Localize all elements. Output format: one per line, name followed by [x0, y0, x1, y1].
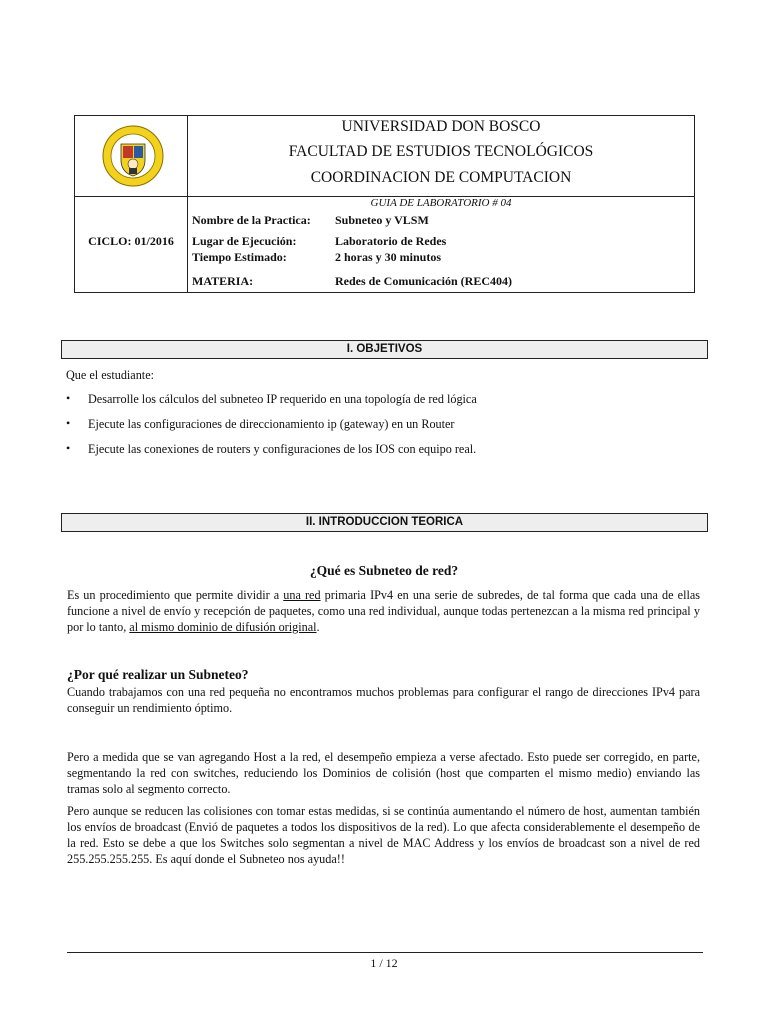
bullet-icon: •: [66, 416, 71, 430]
paragraph-growth: Pero a medida que se van agregando Host a la red, el desempeño empieza a verse afectado. Esto puede ser corregido, en parte, segmentando la red con switches, reduciendo los Dominios de colisión (host que comparten el mismo medio) enviando las tramas solo al segmento correcto.: [67, 750, 700, 796]
cycle-label: CICLO: 01/2016: [88, 234, 174, 248]
bullet-icon: •: [66, 441, 71, 455]
question-why-subnetting: ¿Por qué realizar un Subneteo?: [67, 667, 249, 682]
section-intro-header: II. INTRODUCCION TEORICA: [61, 513, 708, 532]
objective-item: Ejecute las conexiones de routers y configuraciones de los IOS con equipo real.: [88, 442, 477, 456]
time-value: 2 horas y 30 minutos: [335, 250, 442, 264]
objective-item: Ejecute las configuraciones de direccionamiento ip (gateway) en un Router: [88, 417, 455, 431]
practice-label: Nombre de la Practica:: [192, 213, 311, 227]
objective-item: Desarrolle los cálculos del subneteo IP requerido en una topología de red lógica: [88, 392, 477, 406]
section-objectives-header: I. OBJETIVOS: [61, 340, 708, 359]
place-value: Laboratorio de Redes: [335, 234, 447, 248]
university-seal-logo: [101, 124, 165, 188]
faculty-name: FACULTAD DE ESTUDIOS TECNOLÓGICOS: [288, 143, 594, 160]
subject-value: Redes de Comunicación (REC404): [335, 274, 512, 288]
objectives-intro: Que el estudiante:: [66, 368, 154, 382]
subject-label: MATERIA:: [192, 274, 254, 288]
place-label: Lugar de Ejecución:: [192, 234, 297, 248]
practice-value: Subneteo y VLSM: [335, 213, 429, 227]
footer-divider: [67, 952, 703, 953]
bullet-icon: •: [66, 391, 71, 405]
time-label: Tiempo Estimado:: [192, 250, 287, 264]
paragraph-definition: Es un procedimiento que permite dividir a una red primaria IPv4 en una serie de subredes, de tal forma que cada una de ellas funcione a nivel de envío y recepción de paquetes, como una red individual, aunque todas pertenezcan a la misma red principal y por lo tanto, al mismo dominio de difusión original.: [67, 588, 700, 634]
header-table: [74, 115, 695, 293]
paragraph-broadcast: Pero aunque se reducen las colisiones con tomar estas medidas, si se continúa aumentando el número de host, aumentan también los envíos de broadcast (Envió de paquetes a todos los dispositivos de la red). Lo que afecta considerablemente el desempeño de la red. Esto se debe a que los Switches solo segmentan a nivel de MAC Address y los envíos de broadcast son a nivel de red 255.255.255.255. Es aquí donde el Subneteo nos ayuda!!: [67, 804, 700, 866]
guide-number: GUIA DE LABORATORIO # 04: [370, 197, 512, 209]
question-what-is-subnetting: ¿Qué es Subneteo de red?: [309, 563, 459, 578]
paragraph-small-network: Cuando trabajamos con una red pequeña no encontramos muchos problemas para configurar el rango de direcciones IPv4 para conseguir un rendimiento óptimo.: [67, 685, 700, 715]
coordination-name: COORDINACION DE COMPUTACION: [310, 169, 572, 186]
page-number: 1 / 12: [370, 956, 398, 970]
university-name: UNIVERSIDAD DON BOSCO: [341, 118, 541, 135]
